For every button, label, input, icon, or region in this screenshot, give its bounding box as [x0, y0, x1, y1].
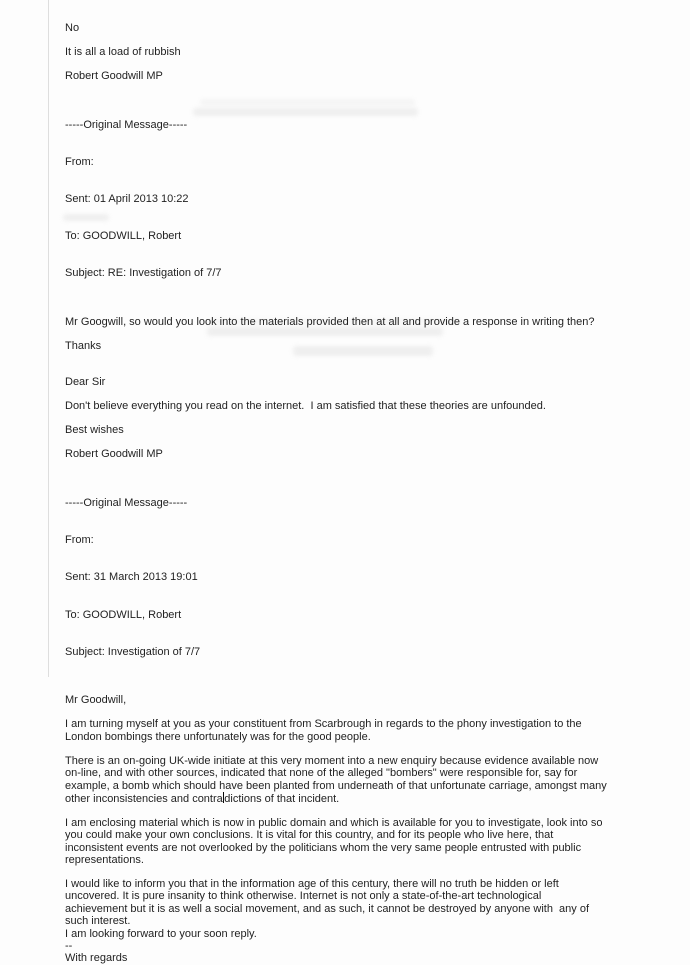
message2-thanks: Thanks [65, 340, 102, 353]
message3-para2-text-before-caret: There is an on-going UK-wide initiate at this very moment into a new enquiry because evidence available now on-line, and with other sources, indicated that none of the alleged "bombers" were responsible for, say for example, a bomb which should have been planted from underneath of that unfortunate carriage, amongst many other inconsistencies and contra [65, 754, 607, 805]
header1-to-line: To: GOODWILL, Robert [65, 230, 182, 243]
reply1-line-no: No [65, 22, 80, 34]
header2-subject-line: Subject: Investigation of 7/7 [65, 645, 201, 658]
header1-from-line: From: [65, 155, 94, 168]
message3-closing: I am looking forward to your soon reply. [65, 927, 257, 940]
header1-block [65, 94, 670, 305]
message3-para2-text-after-caret: dictions of that incident. [224, 792, 340, 805]
header2-from-line: From: [65, 534, 94, 547]
email-text-area[interactable] [65, 22, 670, 965]
header1-subject-line: Subject: RE: Investigation of 7/7 [65, 267, 222, 280]
message3-para2 [65, 755, 670, 806]
header1-separator: -----Original Message----- [65, 118, 188, 131]
message3-regards: With regards [65, 952, 128, 965]
message3-para3: I am enclosing material which is now in public domain and which is available for you to investigate, look into so you could make your own conclusions. It is vital for this country, and for its people who live here, that inconsistent events are not overlooked by the politicians whom the very same people entrusted with public representations. [65, 816, 603, 867]
message3-para4: I would like to inform you that in the information age of this century, there will no truth be hidden or left uncovered. It is pure insanity to think otherwise. Internet is not only a state-of-the-art technological achievement but it is as well a social movement, and as such, it cannot be destroyed by anyone with any of such interest. [65, 877, 590, 928]
message3-para1: I am turning myself at you as your constituent from Scarbrough in regards to the phony investigation to the London bombings there unfortunately was for the good people. [65, 718, 582, 743]
reply2-salutation: Dear Sir [65, 376, 106, 389]
reply1-line-rubbish: It is all a load of rubbish [65, 45, 181, 58]
header2-block [65, 472, 670, 683]
reply2-closing: Best wishes [65, 424, 124, 437]
header2-to-line: To: GOODWILL, Robert [65, 608, 182, 621]
reply2-signature: Robert Goodwill MP [65, 448, 163, 461]
reply2-body: Don't believe everything you read on the internet. I am satisfied that these theories are unfounded. [65, 400, 546, 413]
message3-salutation: Mr Goodwill, [65, 694, 127, 707]
message3-signature-divider: -- [65, 939, 73, 952]
header2-sent-line: Sent: 31 March 2013 19:01 [65, 571, 198, 584]
header2-separator: -----Original Message----- [65, 496, 188, 509]
header1-sent-line: Sent: 01 April 2013 10:22 [65, 192, 189, 205]
message2-body: Mr Googwill, so would you look into the materials provided then at all and provide a response in writing then? [65, 316, 595, 329]
left-margin-rule [48, 0, 49, 677]
reply1-signature: Robert Goodwill MP [65, 69, 163, 82]
